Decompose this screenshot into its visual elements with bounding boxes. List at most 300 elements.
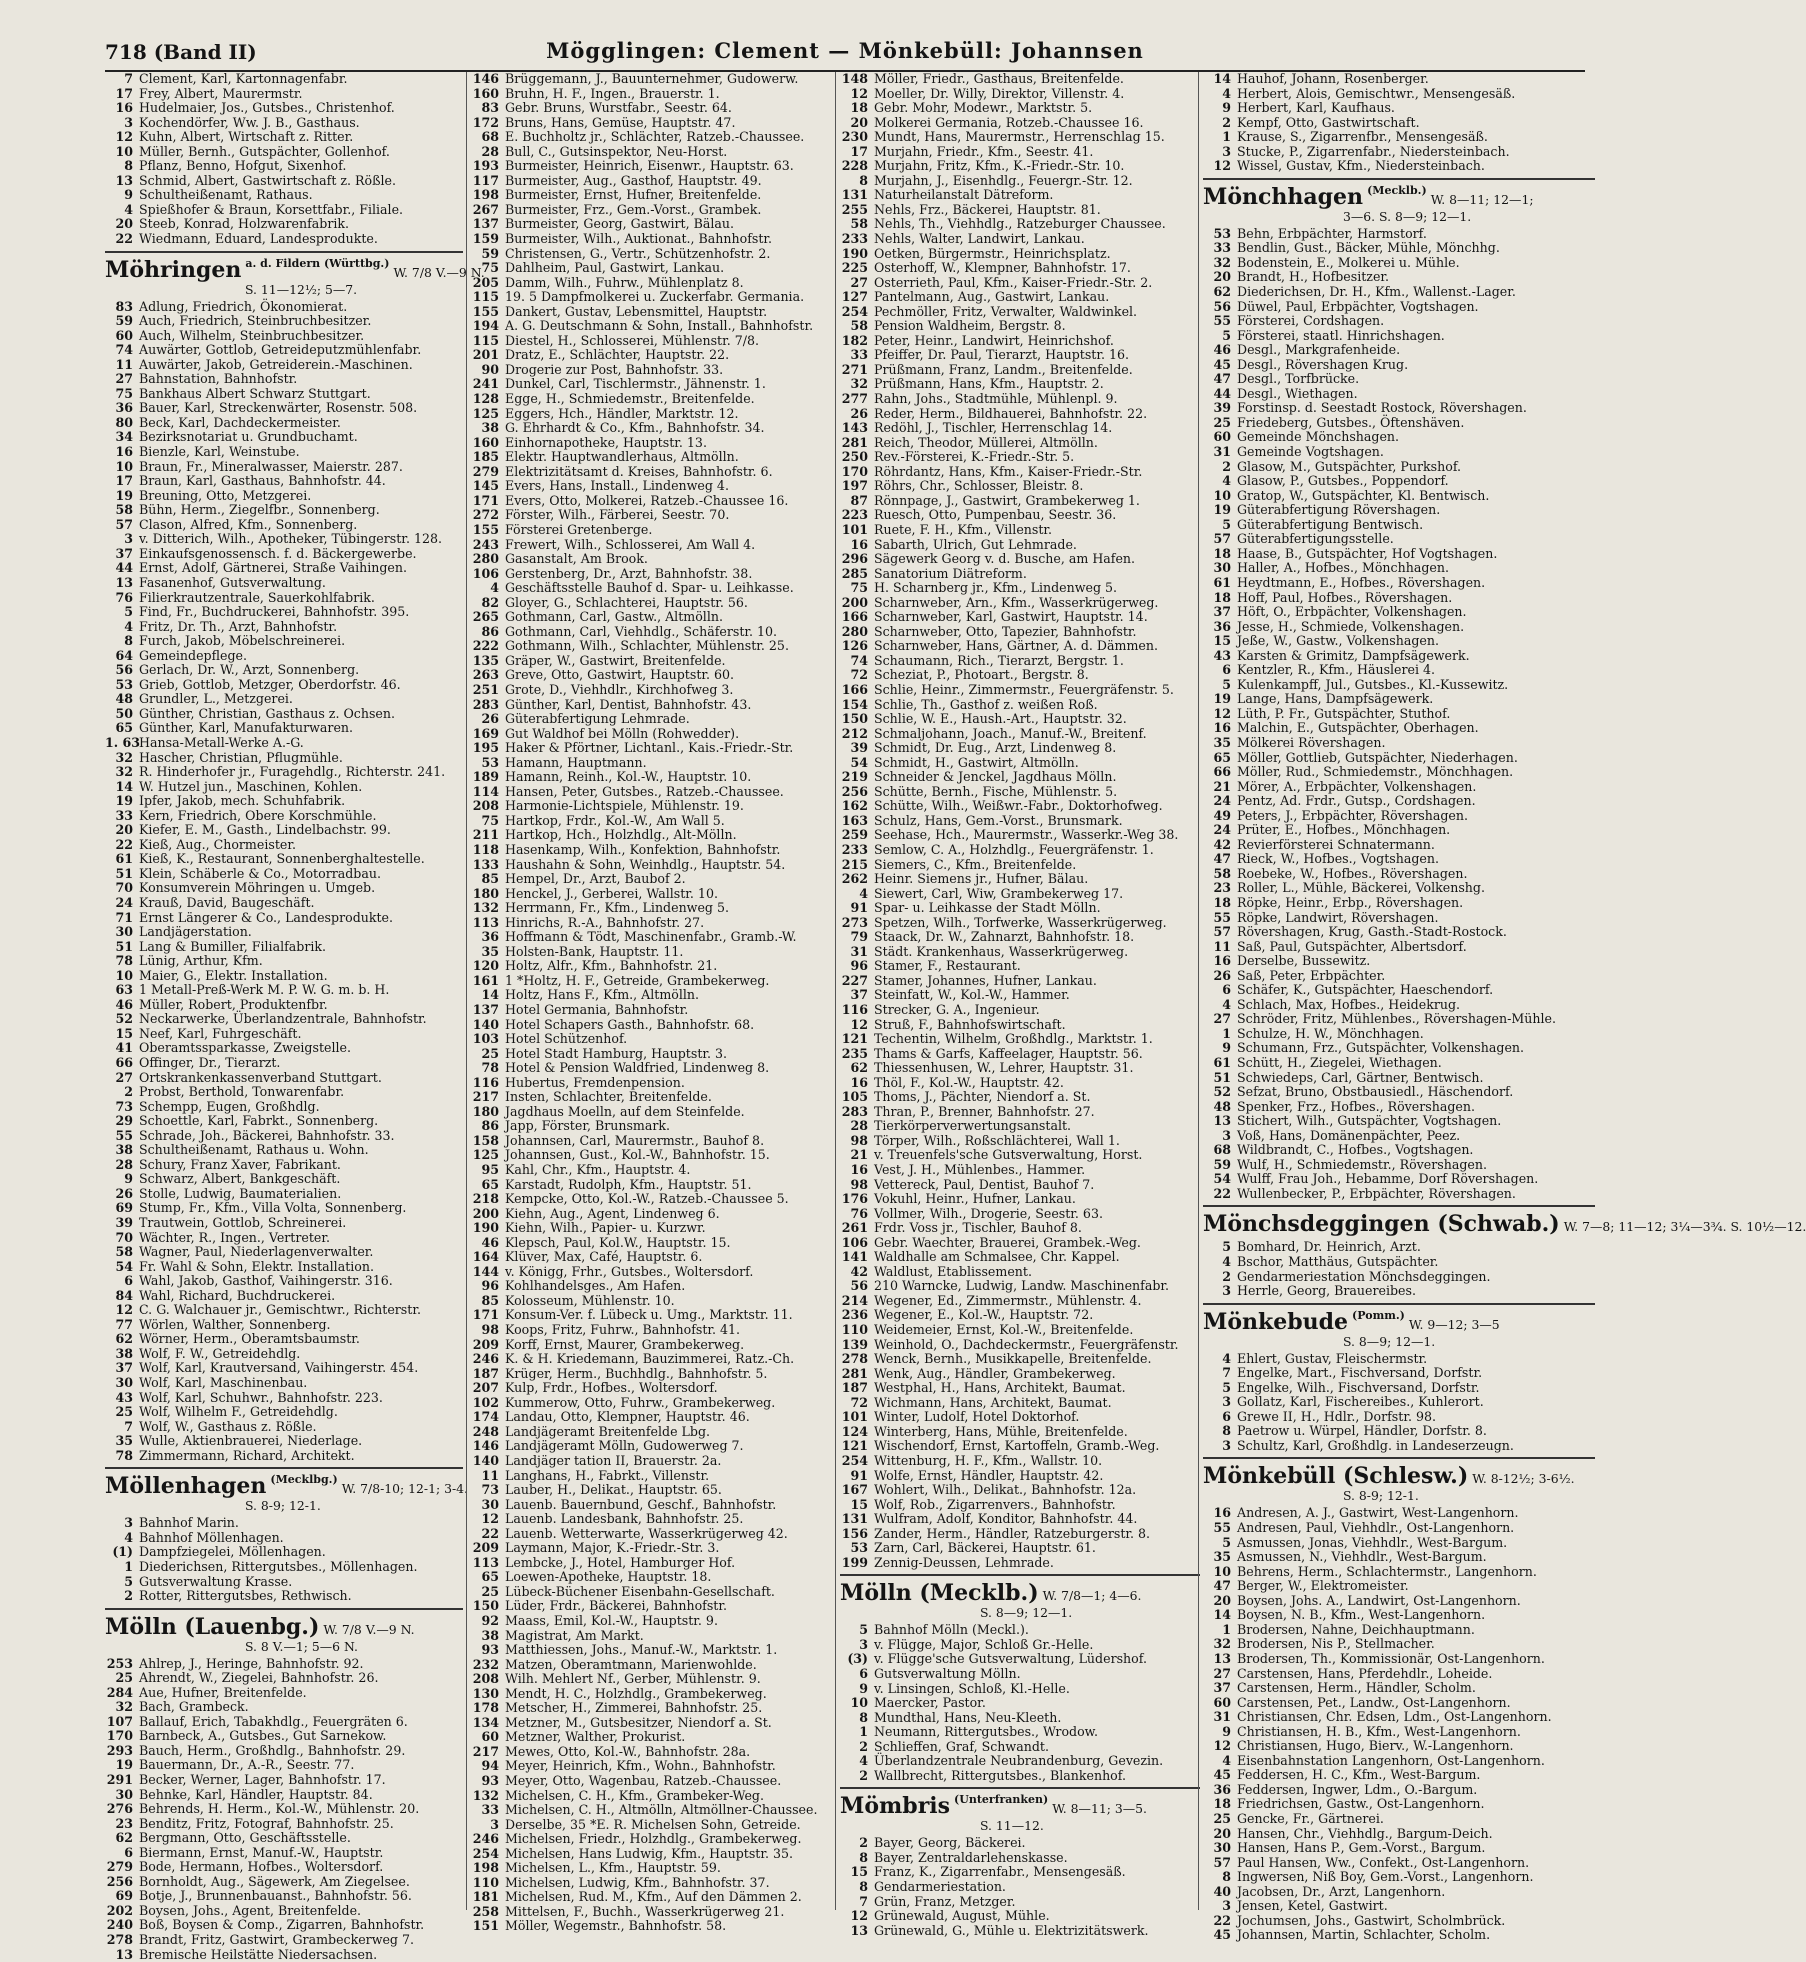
subscriber-entry: Malchin, E., Gutspächter, Oberhagen. <box>1237 720 1479 736</box>
phone-number: 8 <box>859 1709 868 1725</box>
phone-number: 55 <box>115 1127 133 1143</box>
phone-number: 18 <box>1213 545 1231 561</box>
subscriber-entry: Christiansen, Chr. Edsen, Ldm., Ost-Langenhorn. <box>1237 1709 1552 1725</box>
phone-number: 13 <box>115 574 133 590</box>
phone-number: 170 <box>106 1728 133 1744</box>
subscriber-entry: Schultheißenamt, Rathaus u. Wohn. <box>139 1142 369 1158</box>
phone-number: 166 <box>841 681 868 697</box>
list-item <box>1203 1100 1595 1115</box>
subscriber-entry: Probst, Berthold, Tonwarenfabr. <box>139 1084 345 1100</box>
subscriber-entry: Braun, Fr., Mineralwasser, Maierstr. 287. <box>139 458 403 474</box>
phone-number: 12 <box>850 1908 868 1924</box>
phone-number: 54 <box>115 1258 133 1274</box>
subscriber-entry: Gemeindepflege. <box>139 647 247 663</box>
subscriber-entry: Försterei, staatl. Hinrichshagen. <box>1237 327 1445 343</box>
list-item <box>471 1032 837 1047</box>
list-item <box>1203 911 1595 926</box>
phone-number: 47 <box>1213 851 1231 867</box>
list-item <box>840 1250 1200 1265</box>
phone-number: 135 <box>472 652 499 668</box>
list-item <box>1203 1506 1595 1521</box>
subscriber-entry: Bremische Heilstätte Niedersachsen. <box>139 1946 378 1962</box>
phone-number: 4 <box>1222 1752 1231 1768</box>
subscriber-entry: K. & H. Kriedemann, Bauzimmerei, Ratz.-Ch. <box>505 1351 795 1367</box>
list-item <box>471 1905 837 1920</box>
phone-number: 133 <box>472 856 499 872</box>
subscriber-entry: Hamann, Hauptmann. <box>505 754 647 770</box>
phone-number: 25 <box>115 1404 133 1420</box>
list-item <box>471 698 837 713</box>
phone-number: 26 <box>850 405 868 421</box>
list-item <box>105 1516 463 1531</box>
subscriber-entry: Semlow, C. A., Holzhdlg., Feuergräfenstr. 1. <box>874 841 1154 857</box>
phone-number: 285 <box>841 565 868 581</box>
list-item <box>840 1541 1200 1556</box>
phone-number: 9 <box>859 1680 868 1696</box>
subscriber-entry: Schmid, Albert, Gastwirtschaft z. Rößle. <box>139 172 396 188</box>
list-item <box>1203 285 1595 300</box>
phone-number: 162 <box>841 798 868 814</box>
subscriber-entry: Bull, C., Gutsinspektor, Neu-Horst. <box>505 143 728 159</box>
subscriber-entry: Offinger, Dr., Tierarzt. <box>139 1055 281 1070</box>
subscriber-entry: Hudelmaier, Jos., Gutsbes., Christenhof. <box>139 100 395 116</box>
subscriber-entry: Glasow, P., Gutsbes., Poppendorf. <box>1237 473 1449 489</box>
phone-number: 5 <box>859 1622 868 1638</box>
list-item <box>471 1134 837 1149</box>
phone-number: 68 <box>1213 1142 1231 1158</box>
subscriber-entry: Pflanz, Benno, Hofgut, Sixenhof. <box>139 158 347 174</box>
phone-number: 161 <box>472 972 499 988</box>
phone-number: 18 <box>1213 1796 1231 1812</box>
subscriber-entry: Bauer, Karl, Streckenwärter, Rosenstr. 508. <box>139 400 418 416</box>
phone-number: 73 <box>481 1482 499 1498</box>
subscriber-entry: Schröder, Fritz, Mühlenbes., Rövershagen-Mühle. <box>1237 1011 1556 1027</box>
phone-number: 72 <box>850 1394 868 1410</box>
phone-number: 279 <box>472 463 499 479</box>
phone-number: 174 <box>472 1409 499 1425</box>
list-item <box>471 232 837 247</box>
phone-number: 2 <box>124 1588 133 1604</box>
subscriber-entry: Bauermann, Dr., A.-R., Seestr. 77. <box>139 1757 355 1773</box>
town-qualifier: (Pomm.) <box>1352 1308 1405 1322</box>
subscriber-entry: Lembcke, J., Hotel, Hamburger Hof. <box>505 1554 736 1570</box>
list-item <box>471 1396 837 1411</box>
phone-number: 9 <box>1222 100 1231 116</box>
phone-number: 2 <box>1222 458 1231 474</box>
phone-number: 35 <box>481 943 499 959</box>
subscriber-entry: Peters, J., Erbpächter, Rövershagen. <box>1237 807 1468 823</box>
phone-number: 12 <box>115 129 133 145</box>
list-item <box>105 954 463 969</box>
phone-number: 143 <box>841 420 868 436</box>
phone-number: 84 <box>115 1287 133 1303</box>
subscriber-entry: Andresen, A. J., Gastwirt, West-Langenhorn. <box>1237 1505 1519 1521</box>
phone-number: 284 <box>106 1684 133 1700</box>
list-item <box>471 1250 837 1265</box>
phone-number: 6 <box>1222 982 1231 998</box>
list-item <box>840 1498 1200 1513</box>
list-item <box>105 232 463 247</box>
phone-number: 241 <box>472 376 499 392</box>
phone-number: 255 <box>841 201 868 217</box>
list-item <box>105 838 463 853</box>
subscriber-entry: Nehls, Frz., Bäckerei, Hauptstr. 81. <box>874 201 1101 217</box>
list-item <box>471 217 837 232</box>
list-item <box>471 654 837 669</box>
office-hours: W. 7/8 V.—9 N. <box>393 264 485 280</box>
subscriber-entry: Vettereck, Paul, Dentist, Bauhof 7. <box>874 1176 1095 1192</box>
subscriber-entry: Burmeister, Heinrich, Eisenwr., Hauptstr. 63. <box>505 158 794 174</box>
list-item <box>105 1158 463 1173</box>
phone-number: 11 <box>115 356 133 372</box>
phone-number: 70 <box>115 880 133 896</box>
phone-number: 187 <box>841 1380 868 1396</box>
list-item <box>471 348 837 363</box>
town-heading <box>105 251 485 297</box>
phone-number: 215 <box>841 856 868 872</box>
phone-number: 25 <box>115 1670 133 1686</box>
phone-number: 7 <box>1222 1365 1231 1381</box>
list-item <box>1203 518 1595 533</box>
subscriber-entry: Hauhof, Johann, Rosenberger. <box>1237 71 1429 86</box>
list-item <box>105 474 463 489</box>
phone-number: 54 <box>1213 1171 1231 1187</box>
list-item <box>1203 256 1595 271</box>
subscriber-entry: Kulp, Frdr., Hofbes., Woltersdorf. <box>505 1380 718 1396</box>
list-item <box>105 518 463 533</box>
list-item <box>1203 591 1595 606</box>
subscriber-entry: Grieb, Gottlob, Metzger, Oberdorfstr. 46. <box>139 676 401 692</box>
phone-number: 172 <box>472 114 499 130</box>
phone-number: 150 <box>472 1598 499 1614</box>
phone-number: 18 <box>850 100 868 116</box>
phone-number: 278 <box>841 1351 868 1367</box>
list-item <box>471 1410 837 1425</box>
list-item <box>105 217 463 232</box>
subscriber-entry: Nehls, Th., Viehhdlg., Ratzeburger Chaussee. <box>874 216 1166 232</box>
phone-number: 273 <box>841 914 868 930</box>
list-item <box>1203 372 1595 387</box>
phone-number: 137 <box>472 1002 499 1017</box>
list-item <box>840 1003 1200 1018</box>
phone-number: 16 <box>1213 953 1231 969</box>
list-item <box>840 188 1200 203</box>
list-item <box>1203 1797 1595 1812</box>
list-item <box>840 1396 1200 1411</box>
subscriber-entry: Kiehn, Wilh., Papier- u. Kurzwr. <box>505 1220 706 1236</box>
subscriber-entry: v. Königg, Frhr., Gutsbes., Woltersdorf. <box>505 1263 754 1279</box>
subscriber-entry: Mundt, Hans, Maurermstr., Herrenschlag 15. <box>874 129 1165 145</box>
subscriber-entry: Neckarwerke, Überlandzentrale, Bahnhofstr. <box>139 1011 427 1027</box>
phone-number: 76 <box>850 1205 868 1221</box>
subscriber-entry: Burmeister, Georg, Gastwirt, Bälau. <box>505 216 735 232</box>
subscriber-entry: Güterabfertigung Rövershagen. <box>1237 502 1441 518</box>
phone-number: 116 <box>472 1074 499 1090</box>
list-item <box>471 1192 837 1207</box>
list-item <box>840 1047 1200 1062</box>
list-item <box>471 1119 837 1134</box>
phone-number: 280 <box>472 551 499 567</box>
phone-number: 55 <box>1213 909 1231 925</box>
subscriber-entry: Röpke, Landwirt, Rövershagen. <box>1237 909 1439 925</box>
list-item <box>840 1483 1200 1498</box>
subscriber-entry: Henckel, J., Gerberei, Wallstr. 10. <box>505 885 718 901</box>
subscriber-entry: Dankert, Gustav, Lebensmittel, Hauptstr. <box>505 303 768 319</box>
phone-number: 58 <box>115 502 133 518</box>
list-item <box>471 1919 837 1934</box>
subscriber-entry: Wischendorf, Ernst, Kartoffeln, Gramb.-Weg. <box>874 1438 1160 1454</box>
subscriber-entry: Schempp, Eugen, Großhdlg. <box>139 1098 320 1114</box>
subscriber-entry: v. Treuenfels'sche Gutsverwaltung, Horst. <box>874 1147 1143 1163</box>
list-item <box>105 852 463 867</box>
list-item <box>471 421 837 436</box>
subscriber-entry: Gemeinde Vogtshagen. <box>1237 444 1384 460</box>
phone-number: 36 <box>115 400 133 416</box>
phone-number: 18 <box>1213 894 1231 910</box>
phone-number: 202 <box>106 1902 133 1918</box>
list-item <box>471 1207 837 1222</box>
subscriber-entry: Pantelmann, Aug., Gastwirt, Lankau. <box>874 289 1110 305</box>
phone-number: 12 <box>1213 158 1231 174</box>
list-item <box>840 159 1200 174</box>
list-item <box>105 721 463 736</box>
list-item <box>105 1289 463 1304</box>
phone-number: 20 <box>115 216 133 232</box>
phone-number: 47 <box>1213 1578 1231 1594</box>
list-item <box>105 1758 463 1773</box>
list-item <box>105 1085 463 1100</box>
town-name: Möhringen <box>105 256 242 283</box>
list-item <box>471 1570 837 1585</box>
subscriber-entry: Ingwersen, Niß Boy, Gem.-Vorst., Langenhorn. <box>1237 1869 1534 1885</box>
phone-number: 22 <box>115 836 133 852</box>
office-hours-extra: S. 8-9; 12-1. <box>245 1498 321 1514</box>
phone-number: 30 <box>115 1786 133 1802</box>
phone-number: 41 <box>115 1040 133 1056</box>
list-item <box>1203 460 1595 475</box>
subscriber-entry: Filierkrautzentrale, Sauerkohlfabrik. <box>139 589 375 605</box>
subscriber-entry: Schütte, Wilh., Weißwr.-Fabr., Doktorhofweg. <box>874 798 1163 814</box>
phone-number: 91 <box>850 1467 868 1483</box>
phone-number: 20 <box>1213 1592 1231 1608</box>
subscriber-entry: Schumann, Frz., Gutspächter, Volkenshagen. <box>1237 1040 1525 1056</box>
subscriber-entry: Hoff, Paul, Hofbes., Rövershagen. <box>1237 589 1453 605</box>
list-item <box>105 1361 463 1376</box>
subscriber-entry: Gerstenberg, Dr., Arzt, Bahnhofstr. 38. <box>505 565 753 581</box>
list-item <box>840 1711 1200 1726</box>
phone-number: 5 <box>1222 327 1231 343</box>
phone-number: 45 <box>1213 356 1231 372</box>
subscriber-entry: Behrens, Herm., Schlachtermstr., Langenhorn. <box>1237 1563 1537 1579</box>
list-item <box>105 1889 463 1904</box>
list-item <box>105 1575 463 1590</box>
subscriber-entry: Engelke, Mart., Fischversand, Dorfstr. <box>1237 1365 1483 1381</box>
list-item <box>105 1129 463 1144</box>
subscriber-entry: 19. 5 Dampfmolkerei u. Zuckerfabr. Germania. <box>505 289 805 305</box>
page-number: 718 (Band II) <box>105 40 257 64</box>
list-item <box>471 974 837 989</box>
list-item <box>840 1207 1200 1222</box>
list-item <box>840 1119 1200 1134</box>
list-item <box>471 1076 837 1091</box>
list-item <box>471 770 837 785</box>
phone-number: 69 <box>115 1888 133 1904</box>
subscriber-entry: Bendlin, Gust., Bäcker, Mühle, Mönchhg. <box>1237 240 1500 256</box>
phone-number: 35 <box>1213 734 1231 750</box>
subscriber-entry: Wahl, Jakob, Gasthof, Vaihingerstr. 316. <box>139 1273 393 1289</box>
phone-number: 16 <box>850 536 868 552</box>
phone-number: 169 <box>472 725 499 741</box>
subscriber-entry: Stamer, Johannes, Hufner, Lankau. <box>874 972 1097 988</box>
subscriber-entry: v. Ditterich, Wilh., Apotheker, Tübingerstr. 128. <box>139 531 442 547</box>
subscriber-entry: Bomhard, Dr. Heinrich, Arzt. <box>1237 1239 1421 1255</box>
list-item <box>471 87 837 102</box>
subscriber-entry: Lübeck-Büchener Eisenbahn-Gesellschaft. <box>505 1583 775 1599</box>
subscriber-entry: Siewert, Carl, Wiw, Grambekerweg 17. <box>874 885 1124 901</box>
subscriber-entry: Ernst Längerer & Co., Landesprodukte. <box>139 909 394 925</box>
subscriber-entry: Möller, Wegemstr., Bahnhofstr. 58. <box>505 1918 727 1934</box>
subscriber-entry: Hamann, Reinh., Kol.-W., Hauptstr. 10. <box>505 769 752 785</box>
phone-number: 170 <box>841 463 868 479</box>
list-item <box>105 329 463 344</box>
subscriber-entry: Bruns, Hans, Gemüse, Hauptstr. 47. <box>505 114 736 130</box>
town-heading-row <box>1203 1463 1595 1489</box>
phone-number: 271 <box>841 361 868 377</box>
phone-number: 254 <box>841 1452 868 1468</box>
phone-number: 13 <box>850 1922 868 1938</box>
phone-number: 33 <box>850 347 868 363</box>
subscriber-entry: Kohlhandelsges., Am Hafen. <box>505 1278 686 1294</box>
list-item <box>105 203 463 218</box>
subscriber-entry: Holtz, Hans F., Kfm., Altmölln. <box>505 987 700 1003</box>
subscriber-entry: Breuning, Otto, Metzgerei. <box>139 487 312 503</box>
subscriber-entry: Holtz, Alfr., Kfm., Bahnhofstr. 21. <box>505 958 718 974</box>
list-item <box>1203 227 1595 242</box>
subscriber-entry: Harmonie-Lichtspiele, Mühlenstr. 19. <box>505 798 744 814</box>
list-item <box>105 1187 463 1202</box>
list-item <box>840 756 1200 771</box>
list-item <box>105 1904 463 1919</box>
subscriber-entry: Reder, Herm., Bildhauerei, Bahnhofstr. 22. <box>874 405 1148 421</box>
phone-number: 16 <box>1213 1505 1231 1521</box>
list-item <box>1203 101 1595 116</box>
subscriber-entry: Kochendörfer, Ww. J. B., Gasthaus. <box>139 114 360 130</box>
list-item <box>840 101 1200 116</box>
subscriber-entry: Thams & Garfs, Kaffeelager, Hauptstr. 56. <box>874 1045 1143 1061</box>
list-item <box>471 363 837 378</box>
list-item <box>840 1836 1200 1851</box>
phone-number: 5 <box>1222 1534 1231 1550</box>
phone-number: 8 <box>124 633 133 649</box>
subscriber-entry: Wolf, Wilhelm F., Getreidehdlg. <box>139 1404 338 1420</box>
phone-number: 14 <box>1213 71 1231 86</box>
phone-number: 182 <box>841 332 868 348</box>
subscriber-entry: Burmeister, Aug., Gasthof, Hauptstr. 49. <box>505 172 762 188</box>
list-item <box>105 1100 463 1115</box>
subscriber-entry: Behnke, Karl, Händler, Hauptstr. 84. <box>139 1786 373 1802</box>
phone-number: 60 <box>1213 429 1231 445</box>
subscriber-entry: Saß, Paul, Gutspächter, Albertsdorf. <box>1237 938 1467 954</box>
list-item <box>105 1405 463 1420</box>
subscriber-entry: Schütte, Bernh., Fische, Mühlenstr. 5. <box>874 783 1118 799</box>
phone-number: 164 <box>472 1249 499 1265</box>
list-item <box>471 901 837 916</box>
subscriber-entry: Hotel Schützenhof. <box>505 1031 628 1047</box>
subscriber-entry: Burmeister, Wilh., Auktionat., Bahnhofstr. <box>505 231 773 247</box>
subscriber-entry: Frewert, Wilh., Schlosserei, Am Wall 4. <box>505 536 756 552</box>
phone-number: 62 <box>850 1060 868 1076</box>
list-item <box>840 610 1200 625</box>
phone-number: 134 <box>472 1714 499 1730</box>
town-qualifier: (Mecklbg.) <box>270 1473 338 1487</box>
subscriber-entry: Düwel, Paul, Erbpächter, Vogtshagen. <box>1237 298 1479 314</box>
subscriber-entry: Spar- u. Leihkasse der Stadt Mölln. <box>874 900 1101 916</box>
list-item <box>840 1527 1200 1542</box>
list-item <box>105 1274 463 1289</box>
phone-number: 124 <box>841 1423 868 1439</box>
phone-number: 30 <box>1213 560 1231 576</box>
list-item <box>840 1308 1200 1323</box>
subscriber-entry: Ruete, F. H., Kfm., Villenstr. <box>874 521 1053 537</box>
list-item <box>471 1352 837 1367</box>
phone-number: 8 <box>859 172 868 188</box>
office-hours: W. 7/8 V.—9 N. <box>323 1621 415 1637</box>
list-item <box>1203 881 1595 896</box>
subscriber-entry: Berger, W., Elektromeister. <box>1237 1578 1409 1594</box>
list-item <box>105 736 463 751</box>
list-item <box>471 945 837 960</box>
subscriber-entry: Tierkörperverwertungsanstalt. <box>874 1118 1072 1134</box>
list-item <box>471 625 837 640</box>
subscriber-entry: Metscher, H., Zimmerei, Bahnhofstr. 25. <box>505 1700 763 1716</box>
subscriber-entry: Struß, F., Bahnhofswirtschaft. <box>874 1016 1066 1032</box>
list-item <box>105 503 463 518</box>
phone-number: 94 <box>481 1758 499 1774</box>
subscriber-entry: Brodersen, Nahne, Deichhauptmann. <box>1237 1621 1475 1637</box>
phone-number: 110 <box>841 1322 868 1338</box>
phone-number: (1) <box>112 1544 133 1560</box>
list-item <box>471 1323 837 1338</box>
list-item <box>1203 1914 1595 1929</box>
list-item <box>105 430 463 445</box>
phone-number: 56 <box>1213 298 1231 314</box>
subscriber-entry: Auwärter, Jakob, Getreiderein.-Maschinen. <box>139 356 413 372</box>
phone-number: 198 <box>472 187 499 203</box>
subscriber-entry: Laymann, Major, K.-Friedr.-Str. 3. <box>505 1540 720 1556</box>
subscriber-entry: Kempf, Otto, Gastwirtschaft. <box>1237 114 1420 130</box>
list-item <box>471 392 837 407</box>
phone-number: 65 <box>115 720 133 736</box>
list-item <box>1203 1754 1595 1769</box>
list-item <box>105 1245 463 1260</box>
list-item <box>471 305 837 320</box>
phone-number: 148 <box>841 71 868 86</box>
phone-number: 281 <box>841 434 868 450</box>
list-item <box>840 1061 1200 1076</box>
subscriber-entry: Roebeke, W., Hofbes., Rövershagen. <box>1237 865 1468 881</box>
list-item <box>1203 721 1595 736</box>
subscriber-entry: Möller, Rud., Schmiedemstr., Mönchhagen. <box>1237 764 1514 780</box>
town-heading-row <box>1203 1211 1806 1238</box>
phone-number: 180 <box>472 885 499 901</box>
subscriber-entry: Staack, Dr. W., Zahnarzt, Bahnhofstr. 18. <box>874 929 1135 945</box>
phone-number: 199 <box>841 1554 868 1570</box>
phone-number: 4 <box>124 201 133 217</box>
list-item <box>471 1672 837 1687</box>
subscriber-entry: Scharnweber, Karl, Gastwirt, Hauptstr. 14. <box>874 609 1148 625</box>
phone-number: 141 <box>841 1249 868 1265</box>
list-item <box>840 174 1200 189</box>
